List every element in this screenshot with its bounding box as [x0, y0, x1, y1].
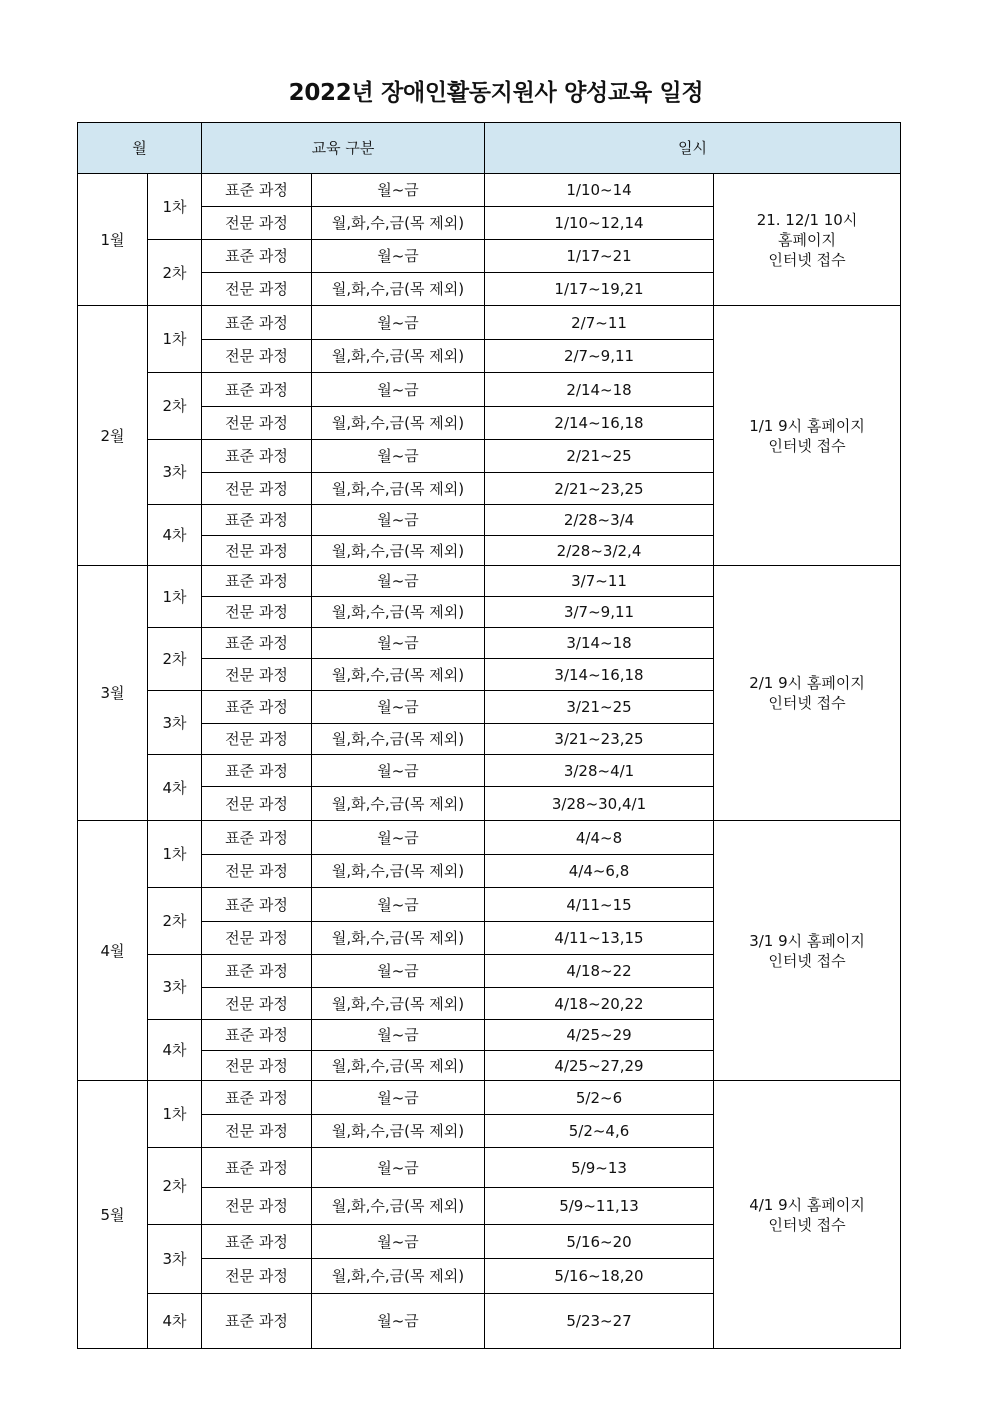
dates-cell: 3/28~4/1 [485, 755, 714, 787]
round-cell: 3차 [148, 440, 202, 505]
days-cell: 월,화,수,금(목 제외) [312, 659, 485, 691]
registration-notice: 2/1 9시 홈페이지 인터넷 접수 [714, 566, 901, 821]
course-cell: 표준 과정 [202, 1020, 312, 1051]
dates-cell: 1/10~14 [485, 174, 714, 207]
header-category: 교육 구분 [202, 123, 485, 174]
days-cell: 월,화,수,금(목 제외) [312, 340, 485, 373]
registration-notice: 21. 12/1 10시 홈페이지 인터넷 접수 [714, 174, 901, 306]
round-cell: 4차 [148, 1294, 202, 1349]
month-cell: 2월 [78, 306, 148, 566]
table-row [78, 1081, 901, 1115]
course-cell: 전문 과정 [202, 407, 312, 440]
course-cell: 전문 과정 [202, 473, 312, 505]
dates-cell: 4/4~6,8 [485, 855, 714, 888]
days-cell: 월~금 [312, 888, 485, 922]
course-cell: 표준 과정 [202, 821, 312, 855]
days-cell: 월~금 [312, 240, 485, 273]
course-cell: 표준 과정 [202, 1225, 312, 1259]
course-cell: 표준 과정 [202, 505, 312, 536]
dates-cell: 2/21~25 [485, 440, 714, 473]
course-cell: 표준 과정 [202, 691, 312, 724]
days-cell: 월,화,수,금(목 제외) [312, 1259, 485, 1294]
schedule-body [78, 174, 901, 1349]
round-cell: 2차 [148, 888, 202, 955]
dates-cell: 3/7~11 [485, 566, 714, 597]
days-cell: 월,화,수,금(목 제외) [312, 273, 485, 306]
days-cell: 월,화,수,금(목 제외) [312, 787, 485, 821]
course-cell: 표준 과정 [202, 1081, 312, 1115]
dates-cell: 2/7~9,11 [485, 340, 714, 373]
course-cell: 표준 과정 [202, 628, 312, 659]
course-cell: 표준 과정 [202, 373, 312, 407]
course-cell: 전문 과정 [202, 340, 312, 373]
course-cell: 전문 과정 [202, 1259, 312, 1294]
dates-cell: 3/14~18 [485, 628, 714, 659]
days-cell: 월~금 [312, 373, 485, 407]
days-cell: 월,화,수,금(목 제외) [312, 407, 485, 440]
course-cell: 표준 과정 [202, 1294, 312, 1349]
round-cell: 4차 [148, 1020, 202, 1081]
round-cell: 2차 [148, 1148, 202, 1225]
days-cell: 월,화,수,금(목 제외) [312, 724, 485, 755]
days-cell: 월,화,수,금(목 제외) [312, 1188, 485, 1225]
month-cell: 3월 [78, 566, 148, 821]
course-cell: 전문 과정 [202, 597, 312, 628]
course-cell: 표준 과정 [202, 755, 312, 787]
table-row [78, 174, 901, 207]
dates-cell: 4/25~29 [485, 1020, 714, 1051]
dates-cell: 1/17~21 [485, 240, 714, 273]
dates-cell: 5/16~20 [485, 1225, 714, 1259]
round-cell: 3차 [148, 691, 202, 755]
course-cell: 표준 과정 [202, 1148, 312, 1188]
days-cell: 월~금 [312, 691, 485, 724]
days-cell: 월~금 [312, 1148, 485, 1188]
dates-cell: 5/9~11,13 [485, 1188, 714, 1225]
header-month: 월 [78, 123, 202, 174]
round-cell: 3차 [148, 1225, 202, 1294]
round-cell: 2차 [148, 373, 202, 440]
course-cell: 표준 과정 [202, 955, 312, 988]
days-cell: 월~금 [312, 1081, 485, 1115]
course-cell: 표준 과정 [202, 240, 312, 273]
days-cell: 월~금 [312, 1294, 485, 1349]
dates-cell: 5/2~6 [485, 1081, 714, 1115]
registration-notice: 4/1 9시 홈페이지 인터넷 접수 [714, 1081, 901, 1349]
dates-cell: 4/18~22 [485, 955, 714, 988]
dates-cell: 4/25~27,29 [485, 1051, 714, 1081]
round-cell: 4차 [148, 505, 202, 566]
days-cell: 월~금 [312, 821, 485, 855]
month-cell: 4월 [78, 821, 148, 1081]
table-row [78, 306, 901, 340]
round-cell: 1차 [148, 1081, 202, 1148]
course-cell: 전문 과정 [202, 724, 312, 755]
days-cell: 월~금 [312, 174, 485, 207]
month-cell: 1월 [78, 174, 148, 306]
course-cell: 전문 과정 [202, 1051, 312, 1081]
days-cell: 월~금 [312, 566, 485, 597]
dates-cell: 2/7~11 [485, 306, 714, 340]
round-cell: 2차 [148, 240, 202, 306]
days-cell: 월,화,수,금(목 제외) [312, 473, 485, 505]
course-cell: 표준 과정 [202, 888, 312, 922]
dates-cell: 3/21~25 [485, 691, 714, 724]
registration-notice: 3/1 9시 홈페이지 인터넷 접수 [714, 821, 901, 1081]
registration-notice: 1/1 9시 홈페이지 인터넷 접수 [714, 306, 901, 566]
days-cell: 월~금 [312, 440, 485, 473]
round-cell: 3차 [148, 955, 202, 1020]
dates-cell: 3/28~30,4/1 [485, 787, 714, 821]
days-cell: 월,화,수,금(목 제외) [312, 536, 485, 566]
table-row [78, 566, 901, 597]
schedule-table [77, 122, 901, 1349]
course-cell: 전문 과정 [202, 536, 312, 566]
month-cell: 5월 [78, 1081, 148, 1349]
days-cell: 월~금 [312, 955, 485, 988]
course-cell: 전문 과정 [202, 1115, 312, 1148]
days-cell: 월,화,수,금(목 제외) [312, 597, 485, 628]
dates-cell: 5/2~4,6 [485, 1115, 714, 1148]
round-cell: 1차 [148, 174, 202, 240]
round-cell: 1차 [148, 306, 202, 373]
dates-cell: 5/9~13 [485, 1148, 714, 1188]
days-cell: 월~금 [312, 505, 485, 536]
dates-cell: 2/28~3/2,4 [485, 536, 714, 566]
dates-cell: 4/11~15 [485, 888, 714, 922]
days-cell: 월,화,수,금(목 제외) [312, 988, 485, 1020]
days-cell: 월~금 [312, 755, 485, 787]
dates-cell: 1/10~12,14 [485, 207, 714, 240]
dates-cell: 4/4~8 [485, 821, 714, 855]
dates-cell: 3/14~16,18 [485, 659, 714, 691]
table-row [78, 821, 901, 855]
dates-cell: 3/21~23,25 [485, 724, 714, 755]
course-cell: 전문 과정 [202, 207, 312, 240]
days-cell: 월~금 [312, 628, 485, 659]
days-cell: 월,화,수,금(목 제외) [312, 855, 485, 888]
dates-cell: 4/11~13,15 [485, 922, 714, 955]
course-cell: 전문 과정 [202, 922, 312, 955]
document-title: 2022년 장애인활동지원사 양성교육 일정 [288, 80, 704, 106]
days-cell: 월~금 [312, 1225, 485, 1259]
dates-cell: 2/14~18 [485, 373, 714, 407]
dates-cell: 2/21~23,25 [485, 473, 714, 505]
header-datetime: 일시 [485, 123, 901, 174]
dates-cell: 4/18~20,22 [485, 988, 714, 1020]
course-cell: 전문 과정 [202, 787, 312, 821]
header-row [78, 123, 901, 174]
round-cell: 2차 [148, 628, 202, 691]
dates-cell: 1/17~19,21 [485, 273, 714, 306]
course-cell: 표준 과정 [202, 566, 312, 597]
course-cell: 표준 과정 [202, 174, 312, 207]
days-cell: 월,화,수,금(목 제외) [312, 1115, 485, 1148]
days-cell: 월,화,수,금(목 제외) [312, 922, 485, 955]
dates-cell: 2/28~3/4 [485, 505, 714, 536]
course-cell: 전문 과정 [202, 659, 312, 691]
round-cell: 4차 [148, 755, 202, 821]
days-cell: 월~금 [312, 306, 485, 340]
course-cell: 전문 과정 [202, 855, 312, 888]
course-cell: 전문 과정 [202, 988, 312, 1020]
course-cell: 표준 과정 [202, 306, 312, 340]
dates-cell: 2/14~16,18 [485, 407, 714, 440]
dates-cell: 5/23~27 [485, 1294, 714, 1349]
days-cell: 월,화,수,금(목 제외) [312, 207, 485, 240]
round-cell: 1차 [148, 821, 202, 888]
course-cell: 전문 과정 [202, 273, 312, 306]
dates-cell: 5/16~18,20 [485, 1259, 714, 1294]
days-cell: 월,화,수,금(목 제외) [312, 1051, 485, 1081]
course-cell: 표준 과정 [202, 440, 312, 473]
dates-cell: 3/7~9,11 [485, 597, 714, 628]
course-cell: 전문 과정 [202, 1188, 312, 1225]
days-cell: 월~금 [312, 1020, 485, 1051]
round-cell: 1차 [148, 566, 202, 628]
